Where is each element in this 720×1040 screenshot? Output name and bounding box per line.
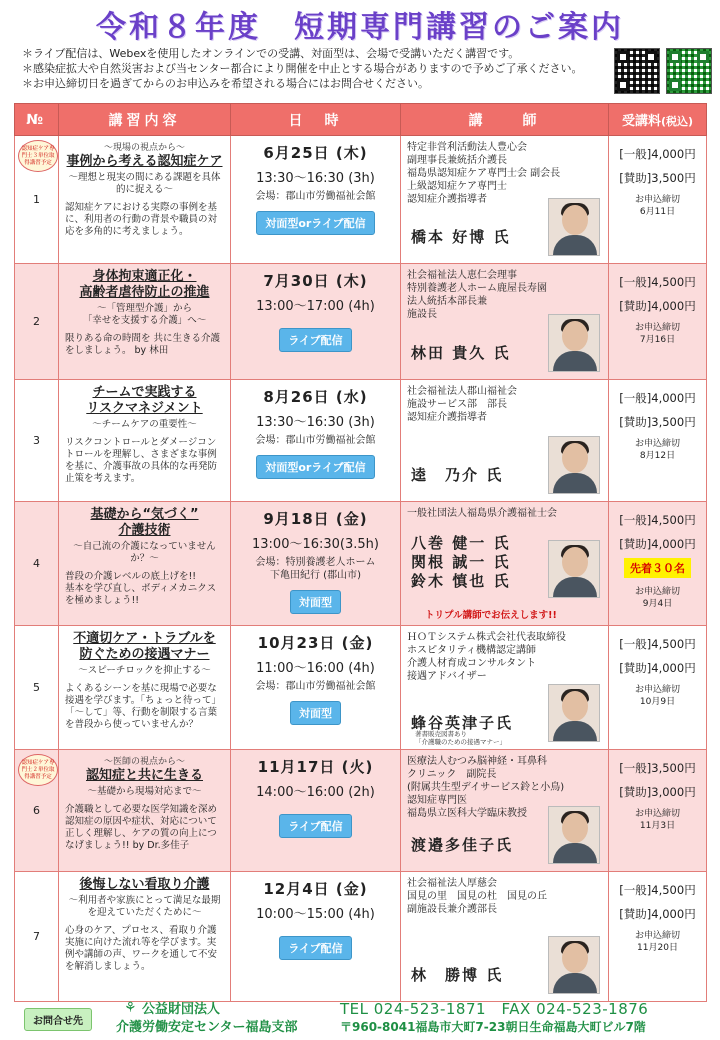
deadline-date: 11月3日 (639, 821, 676, 831)
course-row (15, 750, 707, 872)
teacher-photo (548, 198, 600, 256)
teacher-affiliation: 一般社団法人福島県介護福祉士会 (407, 508, 557, 519)
fee-cell (609, 380, 707, 502)
deadline-label: お申込締切 (634, 931, 680, 941)
teacher-photo (548, 436, 600, 494)
teacher-photo (548, 936, 600, 994)
row-number: 1 (33, 193, 40, 206)
teacher-cell (401, 872, 609, 1002)
course-description: 心身のケア、プロセス、看取り介護実施に向けた流れ等を学びます。実例や講師の声、ワークを通して不安を解消しましょう。 (65, 925, 218, 972)
teacher-affiliation: 社会福祉法人郡山福祉会 施設サービス部 部長 認知症介護指導者 (407, 386, 517, 423)
deadline-date: 9月4日 (642, 599, 673, 609)
teacher-affiliation: 医療法人むつみ脳神経・耳鼻科 クリニック 副院長 (附属共生型デイサービス鈴と小鳥) 認知症専門医 福島県立医科大学臨床教授 (407, 756, 565, 819)
course-subtitle: ～スピーチロックを抑止する～ (78, 665, 211, 676)
course-description: 普段の介護レベルの底上げを!! 基本を学び直し、ボディメカニクスを極めましょう!! (65, 571, 217, 606)
contact-label: お問合せ先 (24, 1008, 92, 1031)
course-row (15, 136, 707, 264)
header-no: № (15, 104, 59, 136)
course-time: 10:00～15:00 (4h) (256, 907, 375, 922)
fee-general: [一般]4,000円 (619, 391, 696, 405)
teacher-photo (548, 684, 600, 742)
fee-general: [一般]4,500円 (619, 275, 696, 289)
header-fee: 受講料(税込) (609, 104, 707, 136)
course-row (15, 626, 707, 750)
teacher-cell (401, 380, 609, 502)
note-line: ＊感染症拡大や自然災害および当センター都合により開催を中止とする場合がありますので予めご了承ください。 (22, 62, 583, 75)
delivery-mode-tag: 対面型 (290, 701, 341, 725)
course-subtitle: ～自己流の介護になっていませんか？～ (73, 541, 216, 564)
delivery-mode-tag: ライブ配信 (279, 936, 351, 960)
course-cell (59, 380, 231, 502)
course-title: チームで実践する リスクマネジメント (86, 385, 203, 416)
course-date: 10月23日 (金) (257, 634, 374, 652)
teacher-cell (401, 750, 609, 872)
course-date: 7月30日 (木) (263, 272, 368, 290)
course-venue: 会場：郡山市労働福祉会館 (255, 435, 376, 446)
deadline (613, 808, 702, 832)
course-pre: ～現場の視点から～ (103, 143, 185, 153)
teacher-name: 渡邉多佳子氏 (411, 836, 514, 854)
teacher-cell (401, 136, 609, 264)
header-course: 講習内容 (59, 104, 231, 136)
course-row (15, 380, 707, 502)
deadline (613, 194, 702, 218)
capacity-badge: 先着３０名 (624, 558, 691, 578)
course-date: 11月17日 (火) (257, 758, 374, 776)
row-number-cell (15, 264, 59, 380)
row-number-cell (15, 750, 59, 872)
deadline (613, 322, 702, 346)
deadline-label: お申込締切 (634, 323, 680, 333)
course-cell (59, 750, 231, 872)
date-cell (231, 626, 401, 750)
course-venue: 会場：郡山市労働福祉会館 (255, 191, 376, 202)
course-time: 13:30～16:30 (3h) (256, 415, 375, 430)
deadline-label: お申込締切 (634, 195, 680, 205)
org-name: 公益財団法人 (142, 1002, 221, 1017)
deadline-label: お申込締切 (634, 439, 680, 449)
deadline (613, 930, 702, 954)
date-cell (231, 136, 401, 264)
course-date: 9月18日 (金) (263, 510, 368, 528)
fee-support: [賛助]3,000円 (619, 785, 696, 799)
fee-support: [賛助]3,500円 (619, 415, 696, 429)
ce-credit-badge: 認知症ケア専門士２単位取得講習予定 (18, 754, 58, 786)
deadline-date: 7月16日 (639, 335, 676, 345)
course-time: 11:00～16:00 (4h) (256, 661, 375, 676)
teacher-cell (401, 502, 609, 626)
fee-cell (609, 136, 707, 264)
teacher-name: 橋本 好博 氏 (411, 228, 511, 246)
course-cell (59, 264, 231, 380)
course-subtitle: ～基礎から現場対応まで～ (87, 786, 202, 797)
fee-general: [一般]4,500円 (619, 513, 696, 527)
course-description: 限りある命の時間を 共に生きる介護をしましょう。 by 林田 (65, 333, 221, 356)
course-time: 13:00～17:00 (4h) (256, 299, 375, 314)
row-number-cell (15, 872, 59, 1002)
course-cell (59, 626, 231, 750)
teacher-affiliation: 社会福祉法人恵仁会理事 特別養護老人ホーム鹿屋長寿園 法人統括本部長兼 施設長 (407, 270, 547, 320)
course-subtitle: ～理想と現実の間にある課題を具体的に捉える～ (68, 172, 221, 195)
row-number-cell (15, 502, 59, 626)
course-title: 基礎から“気づく” 介護技術 (90, 507, 199, 538)
date-cell (231, 750, 401, 872)
row-number: 7 (33, 930, 40, 943)
teacher-photo (548, 540, 600, 598)
course-title: 事例から考える認知症ケア (66, 154, 223, 169)
qr-code-icon[interactable] (614, 48, 660, 94)
course-venue: 会場：郡山市労働福祉会館 (255, 681, 376, 692)
course-date: 6月25日 (木) (263, 144, 368, 162)
org-logo-icon: ⚘ (124, 1000, 137, 1016)
tel-fax[interactable]: TEL 024-523-1871 FAX 024-523-1876 (340, 1000, 649, 1018)
address: 〒960-8041福島市大町7-23朝日生命福島大町ビル7階 (340, 1020, 646, 1034)
deadline (613, 684, 702, 708)
course-cell (59, 502, 231, 626)
teacher-cell (401, 626, 609, 750)
course-title: 後悔しない看取り介護 (79, 877, 210, 892)
date-cell (231, 380, 401, 502)
course-row (15, 872, 707, 1002)
teacher-name: 林田 貴久 氏 (411, 344, 511, 362)
deadline-date: 8月12日 (639, 451, 676, 461)
fee-general: [一般]4,500円 (619, 637, 696, 651)
course-row (15, 264, 707, 380)
row-number: 3 (33, 434, 40, 447)
course-venue: 会場：特別養護老人ホーム 下亀田紀行 (郡山市) (255, 557, 376, 581)
fee-cell (609, 626, 707, 750)
teacher-highlight: トリプル講師でお伝えします!! (425, 610, 557, 621)
fee-support: [賛助]4,000円 (619, 299, 696, 313)
course-time: 13:00～16:30(3.5h) (252, 537, 379, 552)
teacher-name: 逵 乃介 氏 (411, 466, 504, 484)
deadline (613, 586, 702, 610)
delivery-mode-tag: 対面型orライブ配信 (256, 211, 374, 235)
fee-general: [一般]4,500円 (619, 883, 696, 897)
delivery-mode-tag: ライブ配信 (279, 328, 351, 352)
teacher-affiliation: 特定非営利活動法人豊心会 副理事長兼統括介護長 福島県認知症ケア専門士会 副会長 上級認知症ケア専門士 認知症介護指導者 (407, 142, 561, 205)
course-date: 12月4日 (金) (263, 880, 368, 898)
teacher-name: 蜂谷英津子氏 (411, 714, 514, 732)
course-cell (59, 872, 231, 1002)
fee-support: [賛助]4,000円 (619, 907, 696, 921)
deadline-label: お申込締切 (634, 685, 680, 695)
ce-credit-badge: 認知症ケア専門士３単位取得講習予定 (18, 140, 58, 172)
row-number: 6 (33, 804, 40, 817)
notes (22, 46, 602, 91)
course-title: 身体拘束適正化・ 高齢者虐待防止の推進 (79, 269, 210, 300)
course-description: 介護職として必要な医学知識を深め認知症の原因や症状、対応について正しく理解し、ケアの質の向上につなげましょう!! by Dr.多佳子 (65, 804, 218, 851)
deadline-label: お申込締切 (634, 587, 680, 597)
deadline-date: 10月9日 (639, 697, 676, 707)
row-number: 4 (33, 557, 40, 570)
date-cell (231, 264, 401, 380)
course-table (14, 103, 707, 1002)
deadline-date: 6月11日 (639, 207, 676, 217)
course-title: 不適切ケア・トラブルを 防ぐための接遇マナー (73, 631, 216, 662)
row-number: 2 (33, 315, 40, 328)
teacher-name: 八巻 健一 氏 関根 誠一 氏 鈴木 慎也 氏 (411, 534, 511, 590)
course-date: 8月26日 (水) (263, 388, 368, 406)
course-subtitle: ～利用者や家族にとって満足な最期を迎えていただくために～ (68, 895, 221, 918)
fee-general: [一般]4,000円 (619, 147, 696, 161)
course-row (15, 502, 707, 626)
fee-cell (609, 502, 707, 626)
page-title: 令和８年度 短期専門講習のご案内 (96, 10, 624, 45)
delivery-mode-tag: ライブ配信 (279, 814, 351, 838)
course-title: 認知症と共に生きる (85, 768, 203, 783)
course-time: 13:30～16:30 (3h) (256, 171, 375, 186)
fee-support: [賛助]4,000円 (619, 537, 696, 551)
teacher-affiliation: 社会福祉法人厚慈会 国見の里 国見の杜 国見の丘 副施設長兼介護部長 (407, 878, 547, 915)
teacher-affiliation: ＨＯＴシステム株式会社代表取締役 ホスピタリティ機構認定講師 介護人材育成コンサルタント 接遇アドバイザー (407, 632, 566, 682)
fee-cell (609, 750, 707, 872)
delivery-mode-tag: 対面型orライブ配信 (256, 455, 374, 479)
row-number: 5 (33, 681, 40, 694)
course-pre: ～医師の視点から～ (103, 757, 185, 767)
course-description: 認知症ケアにおける実際の事例を基に、利用者の行動の背景や職員の対応を多角的に考えましょう。 (65, 202, 218, 237)
teacher-note: 著書販売図書あり 「介護職のための接遇マナー」 (415, 730, 506, 746)
course-subtitle: ～「管理型介護」から 「幸せを支援する介護」へ～ (82, 303, 207, 326)
course-description: リスクコントロールとダメージコントロールを理解し、さまざまな事例を基に、介護事故の具体的な再発防止策を考えます。 (65, 437, 218, 484)
header-date: 日 時 (231, 104, 401, 136)
course-time: 14:00～16:00 (2h) (256, 785, 375, 800)
deadline-label: お申込締切 (634, 809, 680, 819)
footer (0, 996, 720, 1040)
course-subtitle: ～チームケアの重要性～ (92, 419, 197, 430)
teacher-photo (548, 314, 600, 372)
fee-general: [一般]3,500円 (619, 761, 696, 775)
note-line: ＊お申込締切日を過ぎてからのお申込みを希望される場合にはお問合せください。 (22, 77, 429, 90)
date-cell (231, 502, 401, 626)
row-number-cell (15, 380, 59, 502)
delivery-mode-tag: 対面型 (290, 590, 341, 614)
course-description: よくあるシーンを基に現場で必要な接遇を学びます。「ちょっと待って」「～して」等、行動を制限する言葉を普段から使っていませんか？ (65, 683, 221, 730)
fee-cell (609, 264, 707, 380)
qr-code-icon[interactable] (666, 48, 712, 94)
teacher-cell (401, 264, 609, 380)
date-cell (231, 872, 401, 1002)
fee-cell (609, 872, 707, 1002)
teacher-photo (548, 806, 600, 864)
course-cell (59, 136, 231, 264)
org-branch: 介護労働安定センター福島支部 (116, 1020, 298, 1035)
row-number-cell (15, 136, 59, 264)
fee-support: [賛助]4,000円 (619, 661, 696, 675)
note-line: ＊ライブ配信は、Webexを使用したオンラインでの受講、対面型は、会場で受講いただく講習です。 (22, 47, 520, 60)
teacher-name: 林 勝博 氏 (411, 966, 504, 984)
header-teacher: 講 師 (401, 104, 609, 136)
deadline-date: 11月20日 (637, 943, 678, 953)
deadline (613, 438, 702, 462)
fee-support: [賛助]3,500円 (619, 171, 696, 185)
row-number-cell (15, 626, 59, 750)
